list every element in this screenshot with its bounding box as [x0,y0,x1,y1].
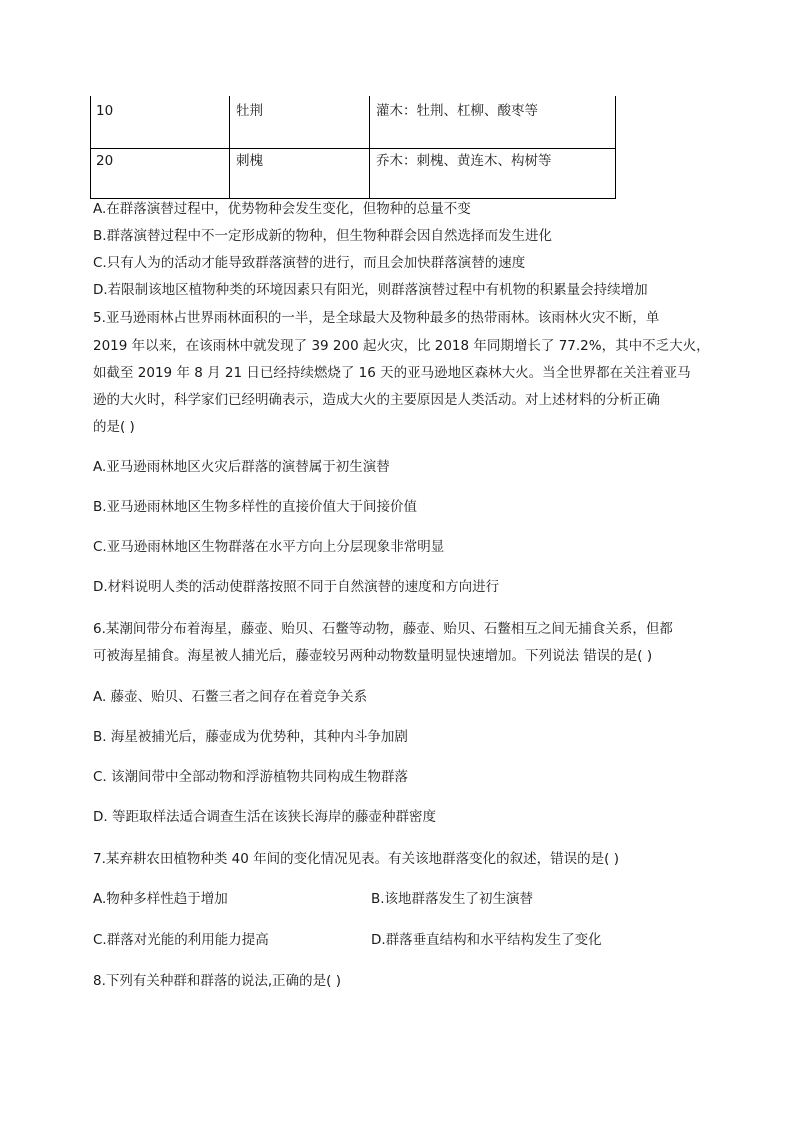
q6-option-b: B. 海星被捕光后，藤壶成为优势种，其种内斗争加剧 [93,729,408,745]
q7-option-d: D.群落垂直结构和水平结构发生了变化 [371,932,602,948]
q4-option-b: B.群落演替过程中不一定形成新的物种，但生物种群会因自然选择而发生进化 [93,228,553,244]
q5-stem-line: 2019 年以来，在该雨林中就发现了 39 200 起火灾，比 2018 年同期增长了 77.2%，其中不乏大火， [93,338,710,354]
table-cell-year: 20 [96,153,114,169]
q6-stem-line: 6.某潮间带分布着海星，藤壶、贻贝、石鳖等动物，藤壶、贻贝、石鳖相互之间无捕食关系，但都 [93,621,673,637]
q6-option-a: A. 藤壶、贻贝、石鳖三者之间存在着竞争关系 [93,689,368,705]
table-cell-year: 10 [96,103,114,119]
table-cell-dominant: 刺槐 [236,153,263,169]
table-cell-plants: 乔木：刺槐、黄连木、构树等 [376,153,552,169]
q4-option-c: C.只有人为的活动才能导致群落演替的进行，而且会加快群落演替的速度 [93,255,526,271]
q6-stem-line: 可被海星捕食。海星被人捕光后，藤壶较另两种动物数量明显快速增加。下列说法 错误的是( ) [93,648,653,664]
q7-stem: 7.某弃耕农田植物种类 40 年间的变化情况见表。有关该地群落变化的叙述，错误的是( ) [93,851,619,867]
succession-table [90,96,616,199]
q5-stem-line: 5.亚马逊雨林占世界雨林面积的一半，是全球最大及物种最多的热带雨林。该雨林火灾不断，单 [93,310,660,326]
q5-stem-line: 逊的大火时，科学家们已经明确表示，造成大火的主要原因是人类活动。对上述材料的分析正确 [93,392,660,408]
q7-option-c: C.群落对光能的利用能力提高 [93,932,269,948]
q5-option-a: A.亚马逊雨林地区火灾后群落的演替属于初生演替 [93,459,390,475]
table-border-bottom [90,198,616,199]
table-cell-dominant: 牡荆 [236,103,263,119]
q4-option-d: D.若限制该地区植物种类的环境因素只有阳光，则群落演替过程中有机物的积累量会持续增加 [93,282,648,298]
q7-option-b: B.该地群落发生了初生演替 [371,891,534,907]
q5-option-c: C.亚马逊雨林地区生物群落在水平方向上分层现象非常明显 [93,539,445,555]
q5-stem-line: 的是( ) [93,419,135,435]
q6-option-c: C. 该潮间带中全部动物和浮游植物共同构成生物群落 [93,769,409,785]
table-row-divider [90,148,616,149]
q7-option-a: A.物种多样性趋于增加 [93,891,228,907]
q4-option-a: A.在群落演替过程中，优势物种会发生变化，但物种的总量不变 [93,201,471,217]
q5-stem-line: 如截至 2019 年 8 月 21 日已经持续燃烧了 16 天的亚马逊地区森林大火。当全世界都在关注着亚马 [93,365,691,381]
table-cell-plants: 灌木：牡荆、杠柳、酸枣等 [376,103,538,119]
q8-stem: 8.下列有关种群和群落的说法,正确的是( ) [93,973,341,989]
q5-option-d: D.材料说明人类的活动使群落按照不同于自然演替的速度和方向进行 [93,579,500,595]
q6-option-d: D. 等距取样法适合调查生活在该狭长海岸的藤壶种群密度 [93,809,436,825]
q5-option-b: B.亚马逊雨林地区生物多样性的直接价值大于间接价值 [93,499,418,515]
